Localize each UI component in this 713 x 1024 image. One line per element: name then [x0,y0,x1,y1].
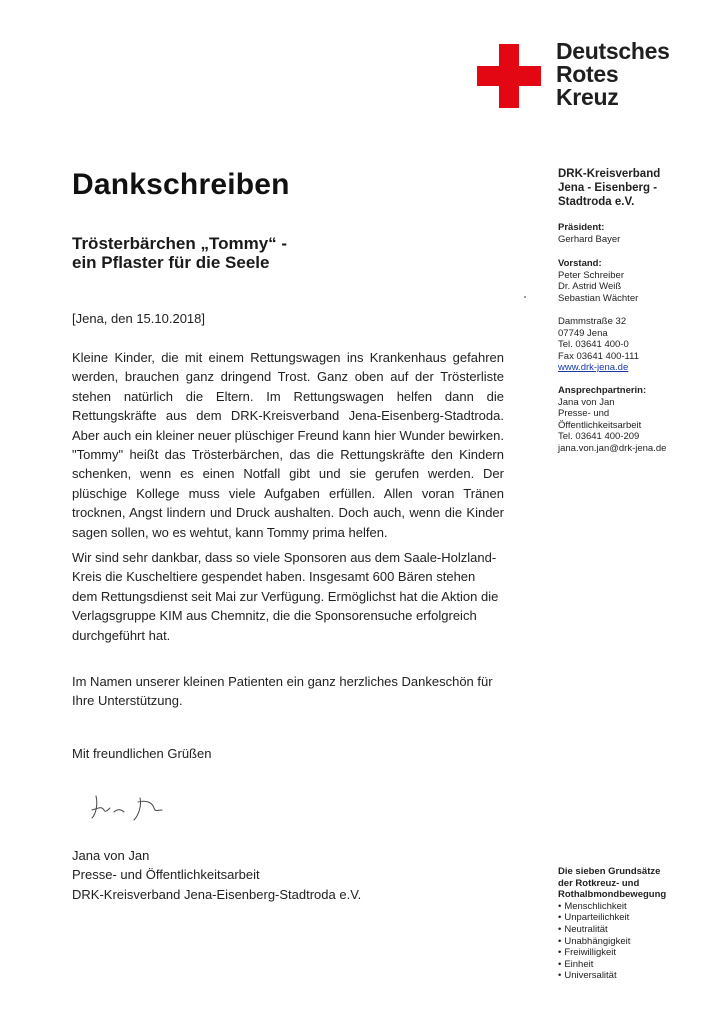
principle-item: • Unparteilichkeit [558,912,698,924]
principles-heading-line: der Rotkreuz- und [558,877,640,889]
org-line: DRK-Kreisverband [558,168,661,180]
red-cross-horizontal-bar [477,66,541,86]
board-member: Peter Schreiber [558,269,625,281]
board-member: Dr. Astrid Weiß [558,281,622,293]
principles-section [558,866,698,982]
board-member: Sebastian Wächter [558,292,639,304]
contact-line: Öffentlichkeitsarbeit [558,419,642,431]
principle-item: • Freiwilligkeit [558,947,698,959]
president-section [558,222,698,245]
letter-date: [Jena, den 15.10.2018] [72,311,206,326]
board-label: Vorstand: [558,258,602,269]
subtitle-line: Trösterbärchen „Tommy“ - [72,234,288,253]
handwritten-signature [88,788,178,824]
address-street: Dammstraße 32 [558,316,627,327]
contact-label: Ansprechpartnerin: [558,385,647,396]
subtitle-line: ein Pflaster für die Seele [72,253,270,272]
principle-item: • Menschlichkeit [558,901,698,913]
sender-block [72,846,361,904]
closing-greeting: Mit freundlichen Grüßen [72,746,212,761]
address-city: 07749 Jena [558,327,608,339]
brand-line: Rotes [556,61,619,87]
paragraph: Wir sind sehr dankbar, dass so viele Sponsoren aus dem Saale-Holzland-Kreis die Kuscheltiere gespendet haben. Insgesamt 600 Bären stehen dem Rettungsdienst seit Mai zur Verfügung. Ermöglichst hat die Aktion die Verlagsgruppe KIM aus Chemnitz, die die Sponsorensuche erfolgreich durchgeführt hat. [72,550,499,643]
contact-phone: Tel. 03641 400-209 [558,431,640,443]
principle-item: • Unabhängigkeit [558,936,698,948]
letter-title: Dankschreiben [72,168,290,201]
principle-item: • Neutralität [558,924,698,936]
principles-heading [558,866,698,901]
address-section [558,316,698,374]
president-label: Präsident: [558,222,605,233]
red-cross-icon [477,44,541,108]
org-line: Jena - Eisenberg - [558,182,658,194]
website-link[interactable]: www.drk-jena.de [558,362,629,374]
brand-name [556,40,670,109]
address-fax: Fax 03641 400-111 [558,350,639,362]
president-name: Gerhard Bayer [558,233,621,245]
sender-department: Presse- und Öffentlichkeitsarbeit [72,867,260,883]
org-line: Stadtroda e.V. [558,196,635,208]
letter-subtitle [72,234,287,272]
board-section [558,258,698,304]
contact-line: Jana von Jan [558,396,615,408]
principle-item: • Einheit [558,959,698,971]
address-phone: Tel. 03641 400-0 [558,339,629,351]
principles-heading-line: Rothalbmondbewegung [558,889,667,901]
contact-line: Presse- und [558,408,610,420]
principle-item: • Universalität [558,970,698,982]
contact-email: jana.von.jan@drk-jena.de [558,442,667,454]
fold-mark [524,296,526,298]
principles-list [558,901,698,982]
organization-name [558,167,698,209]
brand-line: Kreuz [556,84,619,110]
sender-organization: DRK-Kreisverband Jena-Eisenberg-Stadtroda e.V. [72,886,362,902]
sender-name: Jana von Jan [72,848,150,863]
principles-heading-line: Die sieben Grundsätze [558,866,661,877]
paragraph: Kleine Kinder, die mit einem Rettungswagen ins Krankenhaus gefahren werden, brauchen ganz dringend Trost. Ganz oben auf der Trösterliste stehen natürlich die Eltern. Im Rettungswagen helfen dann die Rettungskräfte aus dem DRK-Kreisverband Jena-Eisenberg-Stadtroda. Aber auch ein kleiner neuer plüschiger Freund kann hier Wunder bewirken. "Tommy" heißt das Trösterbärchen, das die Rettungskräfte den Kindern schenken, wenn es einen Notfall gibt und sie gerufen werden. Der plüschige Kollege muss viele Aufgaben erfüllen. Allen voran Tränen trocknen, Angst lindern und Druck aushalten. Doch auch, wenn die Kinder sagen sollen, wo es wehtut, kann Tommy prima helfen. [72,350,504,540]
brand-line: Deutsches [556,38,670,64]
paragraph: Im Namen unserer kleinen Patienten ein ganz herzliches Dankeschön für Ihre Unterstützung. [72,674,493,709]
contact-section [558,385,698,455]
